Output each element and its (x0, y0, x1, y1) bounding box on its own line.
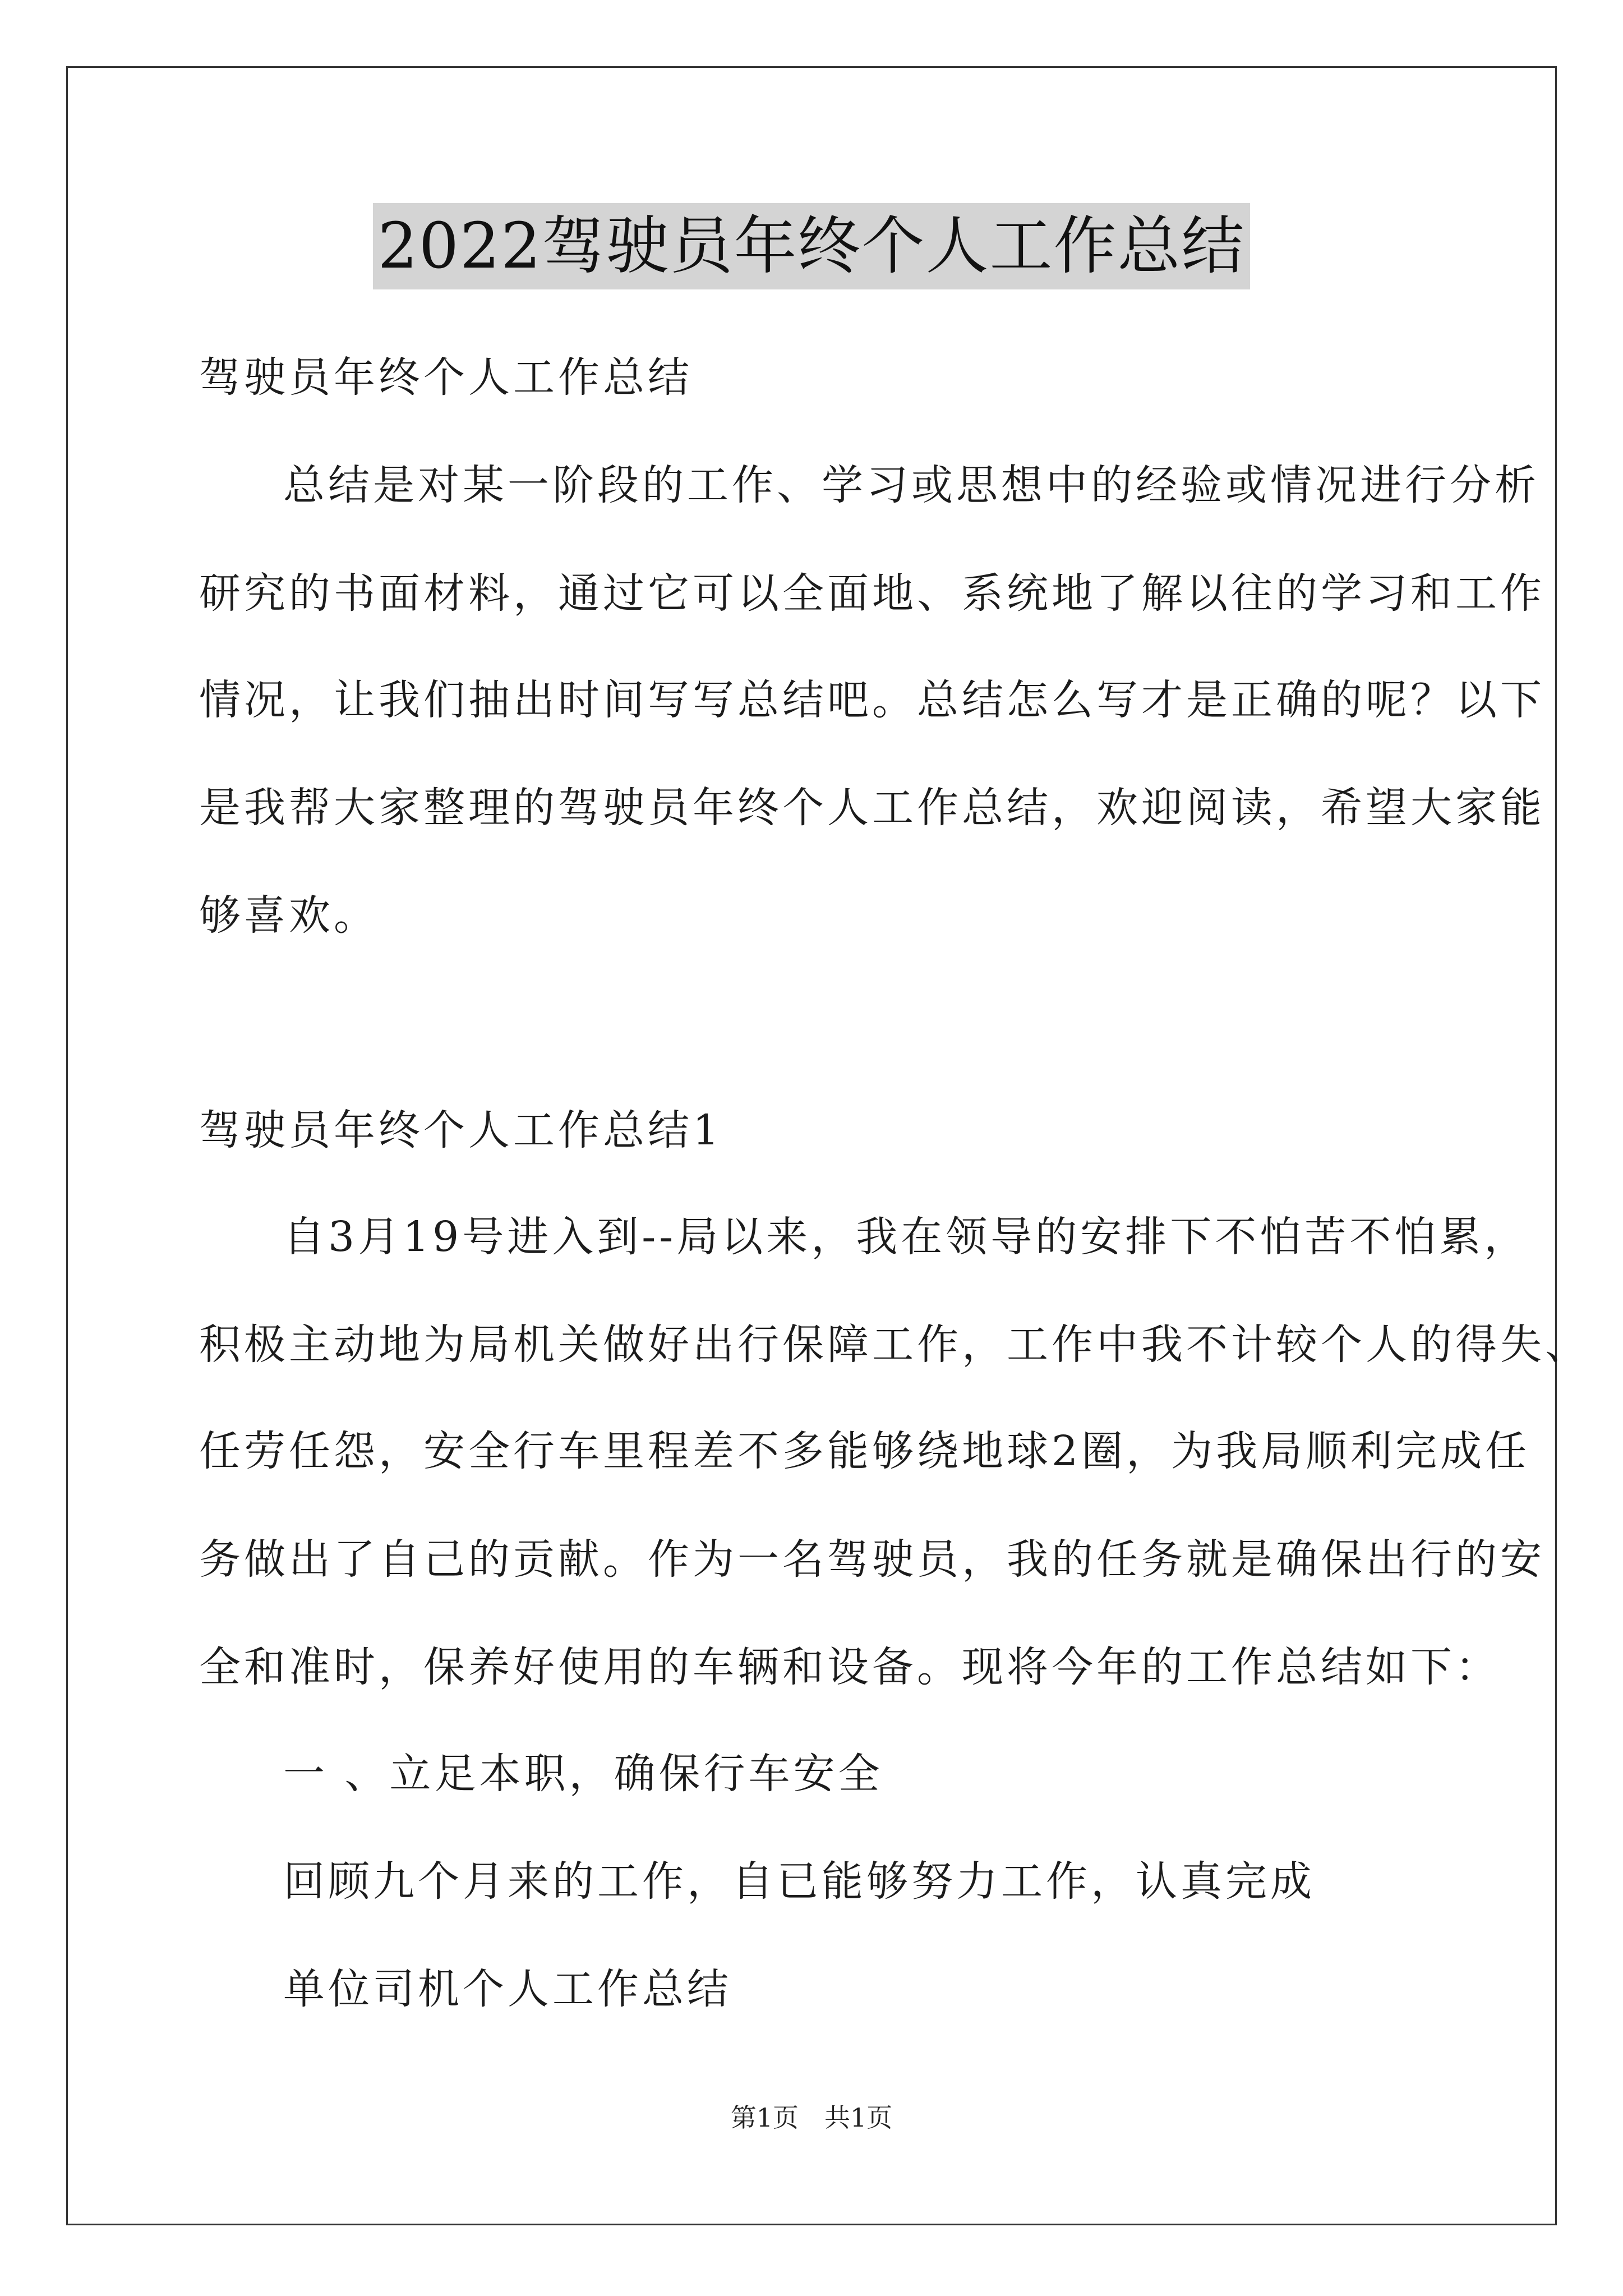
paragraph-line: 够喜欢。 (199, 891, 379, 940)
paragraph-line: 研究的书面材料，通过它可以全面地、系统地了解以往的学习和工作 (199, 569, 1545, 618)
paragraph-line: 是我帮大家整理的驾驶员年终个人工作总结，欢迎阅读，希望大家能 (199, 784, 1545, 832)
paragraph-line: 情况，让我们抽出时间写写总结吧。总结怎么写才是正确的呢？以下 (199, 676, 1545, 724)
paragraph-line: 任劳任怨，安全行车里程差不多能够绕地球2圈，为我局顺利完成任 (199, 1427, 1530, 1475)
subtitle: 驾驶员年终个人工作总结 (199, 353, 693, 402)
paragraph-line: 全和准时，保养好使用的车辆和设备。现将今年的工作总结如下： (199, 1643, 1500, 1691)
paragraph-line: 务做出了自己的贡献。作为一名驾驶员，我的任务就是确保出行的安 (199, 1535, 1545, 1584)
paragraph-line: 单位司机个人工作总结 (283, 1965, 732, 2013)
paragraph-line: 回顾九个月来的工作，自已能够努力工作，认真完成 (283, 1857, 1315, 1906)
paragraph-line: 自3月19号进入到--局以来，我在领导的安排下不怕苦不怕累， (283, 1213, 1529, 1261)
page-footer: 第1页 共1页 (730, 2102, 893, 2133)
title-container (0, 203, 1623, 289)
section-heading: 驾驶员年终个人工作总结1 (199, 1106, 723, 1154)
paragraph-line: 总结是对某一阶段的工作、学习或思想中的经验或情况进行分析 (283, 461, 1539, 509)
subsection-heading: 一 、立足本职，确保行车安全 (283, 1750, 883, 1798)
paragraph-line: 积极主动地为局机关做好出行保障工作，工作中我不计较个人的得失、 (199, 1320, 1590, 1369)
document-title: 2022驾驶员年终个人工作总结 (373, 203, 1249, 289)
